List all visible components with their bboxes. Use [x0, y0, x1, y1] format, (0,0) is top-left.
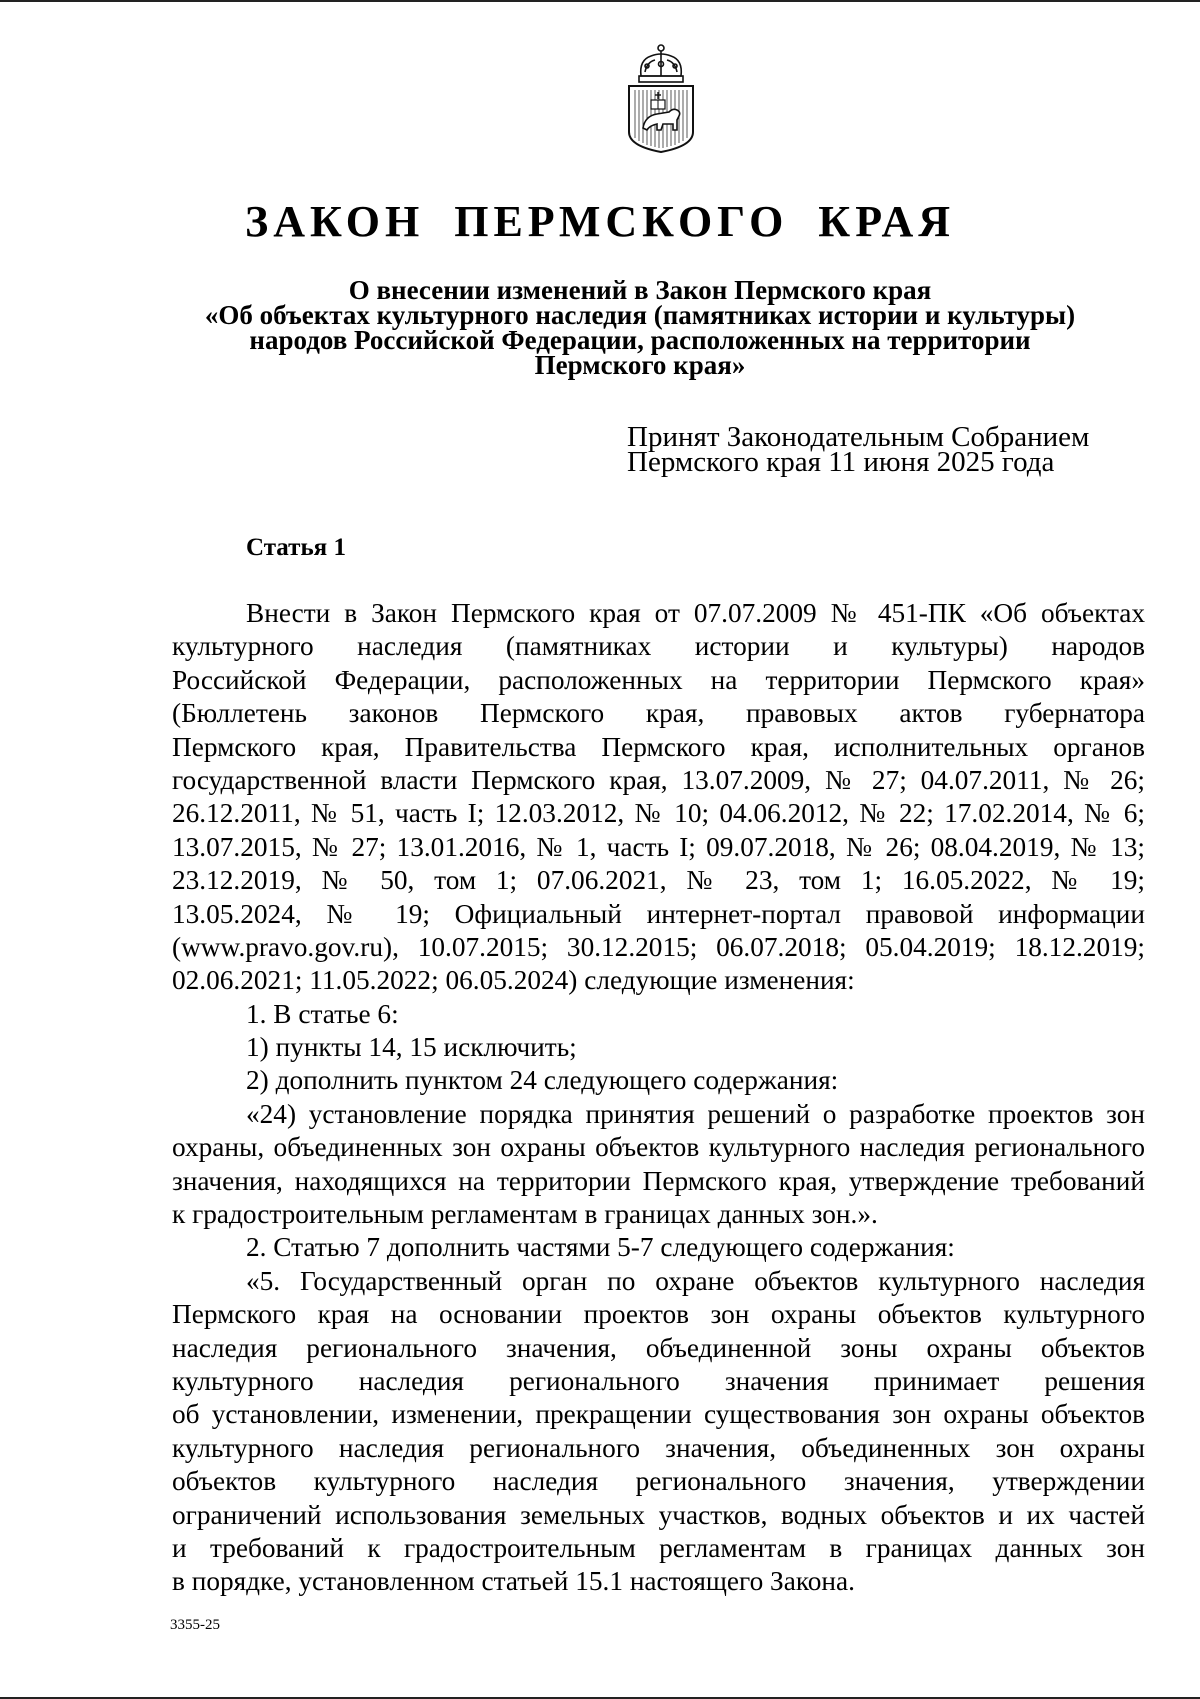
adoption-line: Пермского края 11 июня 2025 года: [627, 446, 1055, 478]
article-text-line: и требований к градостроительным регламентам в границах данных зон: [172, 1532, 1145, 1563]
scan-top-edge: [0, 0, 1200, 2]
article-text-line: охраны, объединенных зон охраны объектов культурного наследия регионального: [172, 1132, 1145, 1163]
article-title: Статья 1: [246, 534, 346, 561]
article-text-line: в порядке, установленном статьей 15.1 настоящего Закона.: [172, 1566, 855, 1597]
article-text-line: 1) пункты 14, 15 исключить;: [246, 1032, 577, 1063]
article-text-line: (www.pravo.gov.ru), 10.07.2015; 30.12.2015; 06.07.2018; 05.04.2019; 18.12.2019;: [172, 931, 1145, 962]
article-text-line: 02.06.2021; 11.05.2022; 06.05.2024) следующие изменения:: [172, 965, 855, 996]
article-text-line: государственной власти Пермского края, 13.07.2009, № 27; 04.07.2011, № 26;: [172, 764, 1145, 795]
article-text-line: об установлении, изменении, прекращении существования зон охраны объектов: [172, 1399, 1145, 1430]
adoption-note: [627, 421, 1167, 478]
article-text-line: 26.12.2011, № 51, часть I; 12.03.2012, № 10; 04.06.2012, № 22; 17.02.2014, № 6;: [172, 798, 1145, 829]
article-text-line: наследия регионального значения, объединенной зоны охраны объектов: [172, 1332, 1145, 1363]
article-text-line: 13.05.2024, № 19; Официальный интернет-портал правовой информации: [172, 898, 1145, 929]
article-text-line: Российской Федерации, расположенных на территории Пермского края»: [172, 664, 1145, 695]
article-text-line: 13.07.2015, № 27; 13.01.2016, № 1, часть I; 09.07.2018, № 26; 08.04.2019, № 13;: [172, 831, 1145, 862]
article-text-line: «24) установление порядка принятия решений о разработке проектов зон: [246, 1098, 1145, 1129]
article-text-line: 23.12.2019, № 50, том 1; 07.06.2021, № 23, том 1; 16.05.2022, № 19;: [172, 865, 1145, 896]
subtitle-line: Пермского края»: [534, 350, 746, 380]
article-text-line: Внести в Закон Пермского края от 07.07.2009 № 451-ПК «Об объектах: [246, 598, 1145, 628]
article-text-line: 2. Статью 7 дополнить частями 5-7 следующего содержания:: [246, 1232, 955, 1263]
article-text-line: культурного наследия регионального значения принимает решения: [172, 1365, 1145, 1396]
subtitle-line: «Об объектах культурного наследия (памятниках истории и культуры): [204, 300, 1076, 330]
document-number: 3355-25: [170, 1617, 220, 1633]
article-text-line: «5. Государственный орган по охране объектов культурного наследия: [246, 1265, 1145, 1296]
article-text-line: (Бюллетень законов Пермского края, правовых актов губернатора: [172, 698, 1145, 729]
article-text-line: культурного наследия регионального значения, объединенных зон охраны: [172, 1432, 1145, 1463]
article-text-line: 1. В статье 6:: [246, 998, 399, 1029]
subtitle-line: народов Российской Федерации, расположенных на территории: [249, 325, 1031, 355]
article-text-line: значения, находящихся на территории Пермского края, утверждение требований: [172, 1165, 1145, 1196]
article-body: [172, 597, 1145, 1599]
article-text-line: Пермского края, Правительства Пермского края, исполнительных органов: [172, 731, 1145, 762]
article-text-line: к градостроительным регламентам в границах данных зон.».: [172, 1199, 878, 1230]
law-subtitle: [170, 275, 1110, 380]
adoption-line: Принят Законодательным Собранием: [627, 421, 1090, 453]
article-text-line: 2) дополнить пунктом 24 следующего содержания:: [246, 1065, 839, 1096]
article-text-line: объектов культурного наследия регионального значения, утверждении: [172, 1466, 1145, 1497]
subtitle-line: О внесении изменений в Закон Пермского края: [348, 275, 932, 305]
article-text-line: ограничений использования земельных участков, водных объектов и их частей: [172, 1499, 1145, 1530]
article-text-line: культурного наследия (памятниках истории и культуры) народов: [172, 631, 1145, 662]
article-text-line: Пермского края на основании проектов зон охраны объектов культурного: [172, 1299, 1145, 1330]
coat-of-arms-icon: [623, 42, 699, 154]
law-title: ЗАКОН ПЕРМСКОГО КРАЯ: [244, 197, 956, 246]
